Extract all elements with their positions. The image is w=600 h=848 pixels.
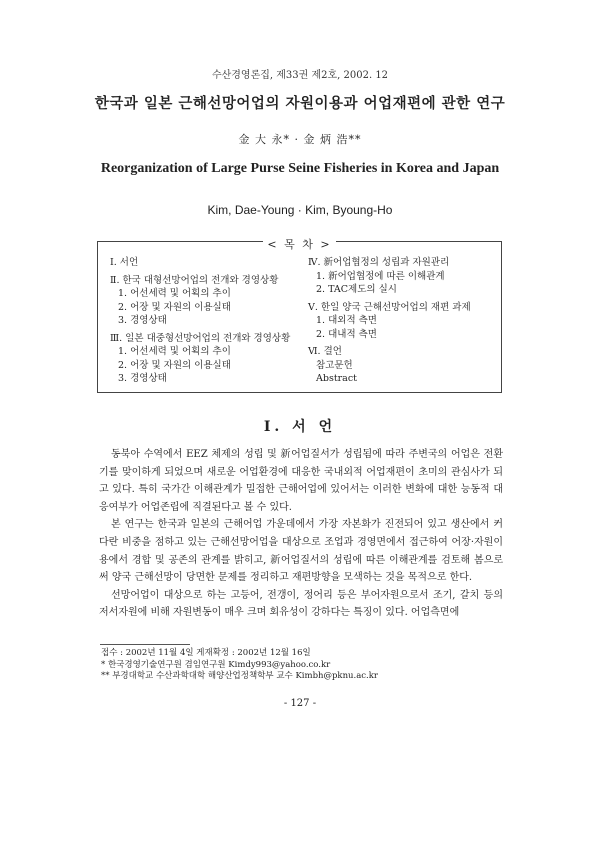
toc-item: 2. 어장 및 자원의 이용실태 bbox=[118, 301, 231, 313]
footnote-divider bbox=[100, 644, 190, 645]
toc-item: 3. 경영상태 bbox=[118, 315, 167, 326]
table-of-contents bbox=[97, 238, 502, 393]
paragraph: 본 연구는 한국과 일본의 근해어업 가운데에서 가장 자본화가 진전되어 있고 생산에서 커다란 비중을 점하고 있는 근해선망어업을 대상으로 조업과 경영면에서 접근하여 어장·자원이용에서 경합 및 공존의 관계를 밝히고, 新어업질서의 성립에 따른 이해관계를 검토해 봄으로써 양국 근해선망이 당면한 문제를 정리하고 재편방향을 모색하는 것을 목적으로 한다. bbox=[99, 519, 503, 584]
toc-item: 1. 대외적 측면 bbox=[316, 315, 377, 326]
toc-item: 1. 어선세력 및 어획의 추이 bbox=[118, 346, 231, 357]
toc-item: 2. 대내적 측면 bbox=[316, 328, 377, 340]
paragraph: 동북아 수역에서 EEZ 체제의 성립 및 新어업질서가 성립됨에 따라 주변국의 어업은 전환기를 맞이하게 되었으며 새로운 어업환경에 대응한 국내외적 어업재편이 초미의 관심사가 되고 있다. 특히 국가간 이해관계가 밀접한 근해어업에 있어서는 이러한 변화에 대한 능동적 대응여부가 어업존립에 직결된다고 볼 수 있다. bbox=[99, 449, 503, 513]
toc-item: 1. 어선세력 및 어획의 추이 bbox=[118, 288, 231, 299]
footnote-received: 접수 : 2002년 11월 4일 게재확정 : 2002년 12월 16일 bbox=[101, 648, 311, 658]
paragraph: 선망어업이 대상으로 하는 고등어, 전갱이, 정어리 등은 부어자원으로서 조기, 갈치 등의 저서자원에 비해 자원변동이 매우 크며 회유성이 강하다는 특징이 있다. 어업측면에 bbox=[99, 589, 503, 619]
korean-title: 한국과 일본 근해선망어업의 자원이용과 어업재편에 관한 연구 bbox=[94, 95, 506, 112]
english-authors: Kim, Dae-Young · Kim, Byoung-Ho bbox=[207, 203, 393, 217]
footnote-author-2: ** 부경대학교 수산과학대학 해양산업정책학부 교수 Kimbh@pknu.ac.kr bbox=[101, 671, 378, 681]
toc-item: Ⅴ. 한일 양국 근해선망어업의 재편 과제 bbox=[308, 301, 471, 313]
body-text bbox=[99, 446, 503, 622]
toc-item: Abstract bbox=[316, 373, 357, 384]
journal-header: 수산경영론집, 제33권 제2호, 2002. 12 bbox=[211, 70, 389, 81]
toc-left-column bbox=[110, 256, 290, 386]
toc-item: Ⅱ. 한국 대형선망어업의 전개와 경영상황 bbox=[110, 274, 279, 286]
toc-item: 2. 어장 및 자원의 이용실태 bbox=[118, 359, 231, 371]
toc-item: 1. 新어업협정에 따른 이해관계 bbox=[316, 270, 445, 282]
toc-item: 3. 경영상태 bbox=[118, 373, 167, 384]
toc-item: Ⅵ. 결언 bbox=[308, 346, 342, 357]
english-title: Reorganization of Large Purse Seine Fisheries in Korea and Japan bbox=[100, 161, 500, 176]
page-number: - 127 - bbox=[283, 698, 317, 709]
toc-item: Ⅰ. 서언 bbox=[110, 257, 139, 268]
toc-right-column bbox=[308, 256, 471, 386]
toc-item: 2. TAC제도의 실시 bbox=[316, 284, 397, 295]
toc-item: Ⅳ. 新어업협정의 성립과 자원관리 bbox=[308, 257, 450, 268]
toc-item: Ⅲ. 일본 대중형선망어업의 전개와 경영상황 bbox=[110, 332, 291, 344]
section-heading: Ⅰ. 서 언 bbox=[263, 419, 337, 435]
footnote-author-1: * 한국경영기술연구원 겸임연구원 Kimdy993@yahoo.co.kr bbox=[101, 659, 331, 670]
korean-authors: 金 大 永* · 金 炳 浩** bbox=[238, 133, 362, 146]
footnotes bbox=[101, 648, 378, 683]
toc-item: 참고문헌 bbox=[316, 359, 353, 371]
toc-heading: < 목 차 > bbox=[98, 233, 501, 252]
